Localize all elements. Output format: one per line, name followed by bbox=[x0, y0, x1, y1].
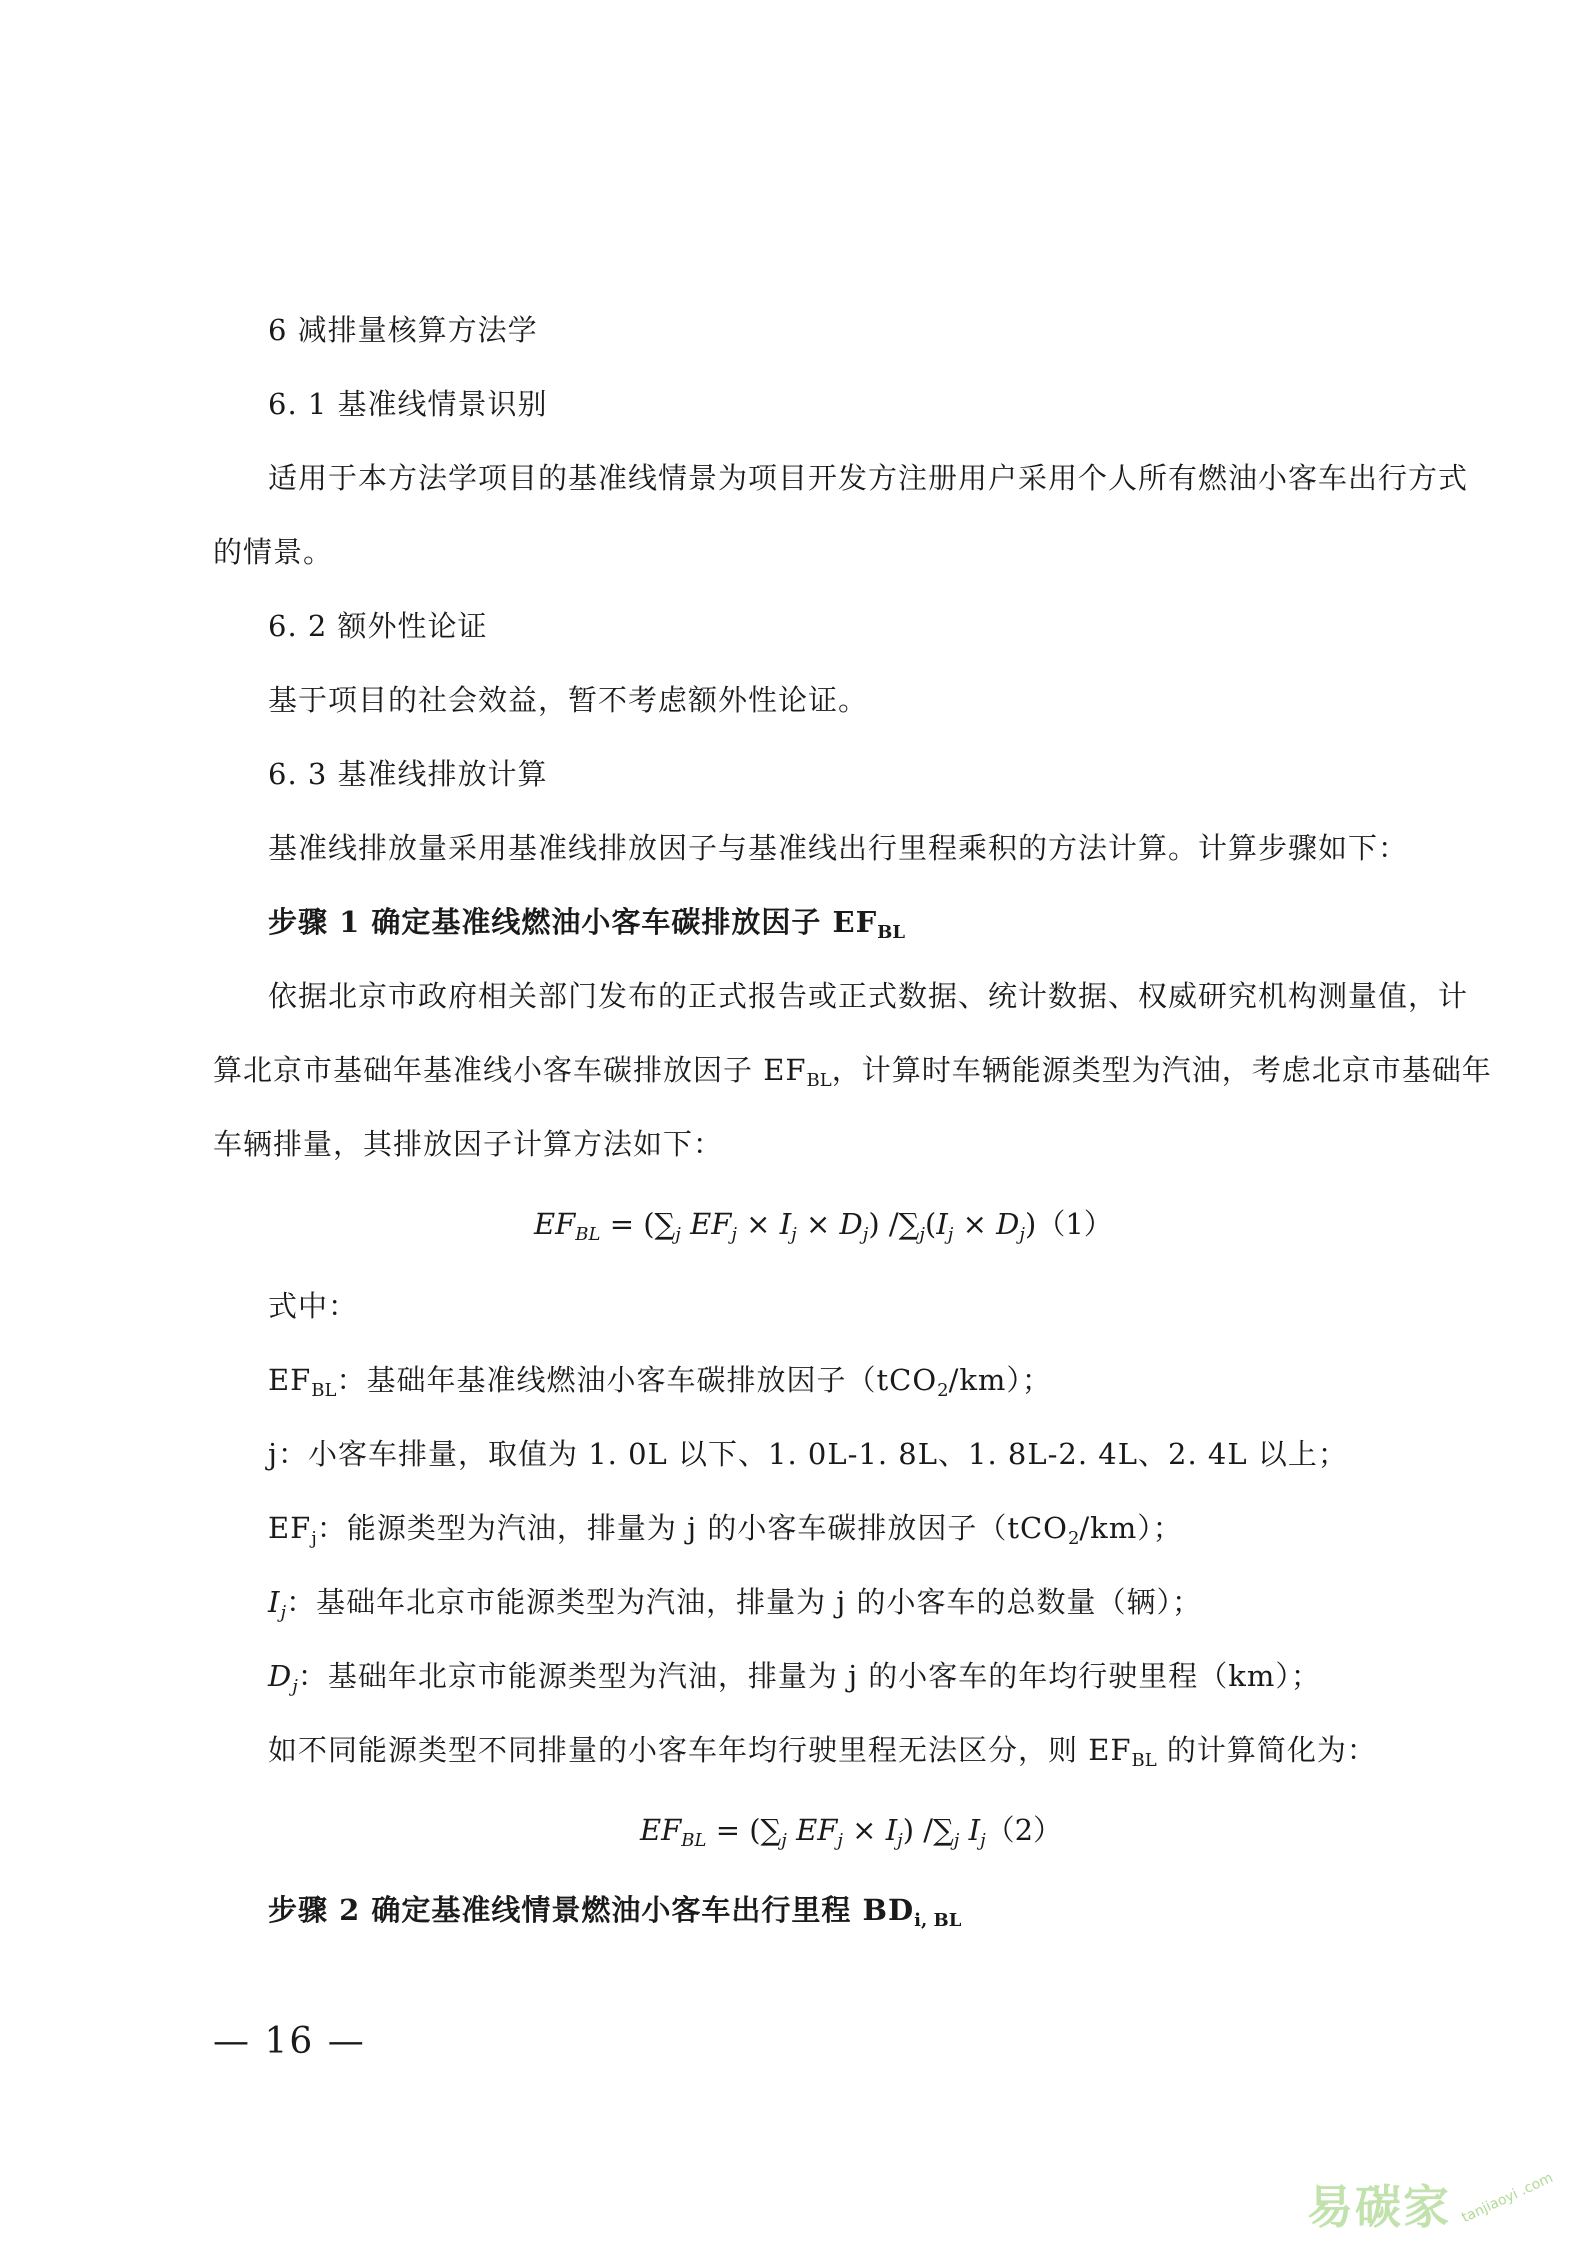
page-number: — 16 — bbox=[213, 2021, 366, 2062]
paragraph-2-line1: 依据北京市政府相关部门发布的正式报告或正式数据、统计数据、权威研究机构测量值，计 bbox=[268, 979, 1469, 1013]
def-efj-sub2: 2 bbox=[1067, 1528, 1080, 1549]
watermark bbox=[1307, 2169, 1557, 2236]
def-efj-sym: EF bbox=[268, 1511, 312, 1545]
step2-sub: i, BL bbox=[914, 1910, 962, 1931]
p2-line2-b: ，计算时车辆能源类型为汽油，考虑北京市基础年 bbox=[831, 1053, 1492, 1087]
paragraph-6-1-line1: 适用于本方法学项目的基准线情景为项目开发方注册用户采用个人所有燃油小客车出行方式 bbox=[268, 461, 1469, 495]
p3-b: 的计算简化为： bbox=[1156, 1733, 1377, 1767]
where-label: 式中： bbox=[268, 1289, 359, 1323]
subsection-title-6-2: 6. 2 额外性论证 bbox=[268, 609, 488, 643]
formula-2-label: （2） bbox=[985, 1813, 1063, 1847]
paragraph-6-1-line2: 的情景。 bbox=[213, 535, 334, 569]
watermark-domain: tanjiaoyi .com bbox=[1459, 2169, 1556, 2227]
step2-text: 步骤 2 确定基准线情景燃油小客车出行里程 BD bbox=[268, 1893, 915, 1927]
def-efbl-tail: /km）； bbox=[948, 1363, 1052, 1397]
def-efbl-sub: BL bbox=[311, 1380, 337, 1401]
def-ij-text: ：基础年北京市能源类型为汽油，排量为 j 的小客车的总数量（辆）； bbox=[286, 1585, 1202, 1619]
paragraph-2-line3: 车辆排量，其排放因子计算方法如下： bbox=[213, 1127, 724, 1161]
formula-1: $EF_{BL} = (\sum_j$ $EF_j \times I_j \times D_j$) $/\sum_j(I_j \times D_j)(1)$ bbox=[534, 1207, 1113, 1245]
def-efbl-sym: EF bbox=[268, 1363, 312, 1397]
def-efbl-sub2: 2 bbox=[937, 1380, 949, 1401]
formula-2: $EF_{BL} = (\sum_j$ $EF_j \times I_j$) $/\sum_j$ $I_j(2)$ bbox=[640, 1813, 1063, 1851]
subsection-title-6-3: 6. 3 基准线排放计算 bbox=[268, 757, 548, 791]
def-efbl bbox=[268, 1360, 1052, 1411]
def-efj-text: ：能源类型为汽油，排量为 j 的小客车碳排放因子（tCO bbox=[316, 1511, 1068, 1545]
def-ij: $I_j$：基础年北京市能源类型为汽油，排量为 j 的小客车的总数量（辆）； bbox=[268, 1585, 1202, 1623]
step1-text: 步骤 1 确定基准线燃油小客车碳排放因子 EF bbox=[268, 905, 878, 939]
step2-heading bbox=[268, 1890, 961, 1941]
watermark-brand: 易碳家 bbox=[1307, 2180, 1451, 2234]
p3-sub: BL bbox=[1131, 1750, 1157, 1771]
formula-1-label: （1） bbox=[1036, 1207, 1113, 1241]
p2-line2-a: 算北京市基础年基准线小客车碳排放因子 EF bbox=[213, 1053, 807, 1087]
step1-sub: BL bbox=[877, 922, 906, 943]
paragraph-6-2: 基于项目的社会效益，暂不考虑额外性论证。 bbox=[268, 683, 869, 717]
paragraph-6-3: 基准线排放量采用基准线排放因子与基准线出行里程乘积的方法计算。计算步骤如下： bbox=[268, 831, 1409, 865]
def-efj-sub: j bbox=[311, 1528, 317, 1549]
def-j: j：小客车排量，取值为 1. 0L 以下、1. 0L-1. 8L、1. 8L-2. 4L、2. 4L 以上； bbox=[268, 1437, 1348, 1471]
paragraph-2-line2 bbox=[213, 1050, 1492, 1101]
def-dj: $D_j$：基础年北京市能源类型为汽油，排量为 j 的小客车的年均行驶里程（km）； bbox=[268, 1659, 1321, 1697]
subsection-title-6-1: 6. 1 基准线情景识别 bbox=[268, 387, 548, 421]
section-title: 6 减排量核算方法学 bbox=[268, 313, 538, 347]
def-efj bbox=[268, 1508, 1183, 1559]
def-efj-tail: /km）； bbox=[1079, 1511, 1183, 1545]
p2-line2-sub: BL bbox=[806, 1070, 832, 1091]
step1-heading bbox=[268, 902, 905, 953]
p3-a: 如不同能源类型不同排量的小客车年均行驶里程无法区分，则 EF bbox=[268, 1733, 1132, 1767]
def-dj-text: ：基础年北京市能源类型为汽油，排量为 j 的小客车的年均行驶里程（km）； bbox=[297, 1659, 1321, 1693]
def-efbl-text: ：基础年基准线燃油小客车碳排放因子（tCO bbox=[336, 1363, 938, 1397]
paragraph-3 bbox=[268, 1730, 1377, 1781]
